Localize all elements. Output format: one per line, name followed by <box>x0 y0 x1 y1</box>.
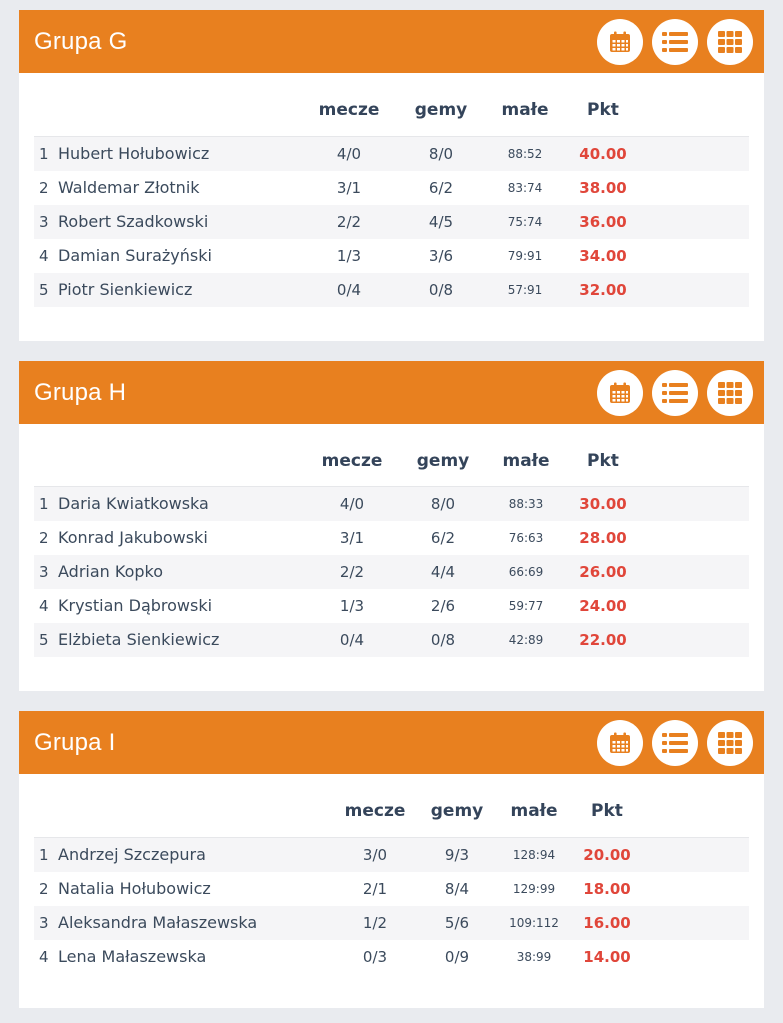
table-row[interactable] <box>34 623 749 657</box>
points-cell: 36.00 <box>579 213 627 231</box>
list-icon <box>662 382 688 404</box>
table-row[interactable] <box>34 239 749 273</box>
gemy-cell: 3/6 <box>428 247 454 265</box>
gemy-cell: 8/0 <box>428 145 454 163</box>
points-cell: 26.00 <box>579 563 627 581</box>
male-cell: 83:74 <box>507 181 543 195</box>
points-cell: 30.00 <box>579 495 627 513</box>
player-name[interactable]: Hubert Hołubowicz <box>58 144 210 163</box>
gemy-cell: 4/5 <box>428 213 454 231</box>
gemy-cell: 8/0 <box>430 495 456 513</box>
table-row[interactable] <box>34 136 749 171</box>
grid-button[interactable] <box>707 370 753 416</box>
calendar-icon <box>608 731 632 755</box>
list-button[interactable] <box>652 720 698 766</box>
grid-icon <box>718 382 742 404</box>
column-header-mecze: mecze <box>321 451 383 471</box>
mecze-cell: 0/3 <box>362 948 388 966</box>
group-card-i <box>19 711 764 1008</box>
rank-cell: 4 <box>39 247 49 265</box>
group-card-h <box>19 361 764 691</box>
gemy-cell: 0/8 <box>430 631 456 649</box>
rank-cell: 3 <box>39 213 49 231</box>
gemy-cell: 4/4 <box>430 563 456 581</box>
rank-cell: 2 <box>39 179 49 197</box>
gemy-cell: 6/2 <box>428 179 454 197</box>
list-button[interactable] <box>652 370 698 416</box>
table-row[interactable] <box>34 906 749 940</box>
rank-cell: 2 <box>39 880 49 898</box>
player-name[interactable]: Elżbieta Sienkiewicz <box>58 630 220 649</box>
gemy-cell: 5/6 <box>444 914 470 932</box>
rank-cell: 5 <box>39 281 49 299</box>
points-cell: 40.00 <box>579 145 627 163</box>
list-button[interactable] <box>652 19 698 65</box>
player-name[interactable]: Konrad Jakubowski <box>58 528 208 547</box>
mecze-cell: 4/0 <box>336 145 362 163</box>
grid-icon <box>718 31 742 53</box>
gemy-cell: 6/2 <box>430 529 456 547</box>
gemy-cell: 0/8 <box>428 281 454 299</box>
mecze-cell: 1/3 <box>339 597 365 615</box>
rank-cell: 1 <box>39 145 49 163</box>
male-cell: 75:74 <box>507 215 543 229</box>
table-row[interactable] <box>34 521 749 555</box>
mecze-cell: 3/1 <box>339 529 365 547</box>
list-icon <box>662 732 688 754</box>
male-cell: 128:94 <box>512 848 556 862</box>
calendar-button[interactable] <box>597 19 643 65</box>
calendar-icon <box>608 30 632 54</box>
page-bottom <box>0 1008 783 1023</box>
table-row[interactable] <box>34 273 749 307</box>
column-header-pkt: Pkt <box>587 451 619 471</box>
mecze-cell: 0/4 <box>336 281 362 299</box>
mecze-cell: 2/1 <box>362 880 388 898</box>
column-header-pkt: Pkt <box>591 801 623 821</box>
column-header-mecze: mecze <box>318 100 380 120</box>
mecze-cell: 3/1 <box>336 179 362 197</box>
points-cell: 28.00 <box>579 529 627 547</box>
rank-cell: 1 <box>39 846 49 864</box>
player-name[interactable]: Lena Małaszewska <box>58 947 207 966</box>
rank-cell: 2 <box>39 529 49 547</box>
rank-cell: 3 <box>39 914 49 932</box>
gemy-cell: 2/6 <box>430 597 456 615</box>
male-cell: 109:112 <box>509 916 559 930</box>
player-name[interactable]: Natalia Hołubowicz <box>58 879 211 898</box>
player-name[interactable]: Aleksandra Małaszewska <box>58 913 258 932</box>
mecze-cell: 2/2 <box>336 213 362 231</box>
rank-cell: 4 <box>39 597 49 615</box>
player-name[interactable]: Damian Surażyński <box>58 246 212 265</box>
male-cell: 57:91 <box>507 283 543 297</box>
mecze-cell: 2/2 <box>339 563 365 581</box>
points-cell: 32.00 <box>579 281 627 299</box>
grid-icon <box>718 732 742 754</box>
column-header-gemy: gemy <box>414 100 468 120</box>
male-cell: 59:77 <box>508 599 544 613</box>
player-name[interactable]: Andrzej Szczepura <box>58 845 206 864</box>
player-name[interactable]: Waldemar Złotnik <box>58 178 200 197</box>
male-cell: 76:63 <box>508 531 544 545</box>
column-header-male: małe <box>501 100 549 120</box>
column-header-pkt: Pkt <box>587 100 619 120</box>
player-name[interactable]: Daria Kwiatkowska <box>58 494 209 513</box>
male-cell: 88:33 <box>508 497 544 511</box>
points-cell: 38.00 <box>579 179 627 197</box>
points-cell: 20.00 <box>583 846 631 864</box>
points-cell: 34.00 <box>579 247 627 265</box>
male-cell: 38:99 <box>516 950 552 964</box>
mecze-cell: 3/0 <box>362 846 388 864</box>
mecze-cell: 1/3 <box>336 247 362 265</box>
mecze-cell: 4/0 <box>339 495 365 513</box>
column-header-gemy: gemy <box>416 451 470 471</box>
grid-button[interactable] <box>707 720 753 766</box>
table-row[interactable] <box>34 486 749 521</box>
group-title: Grupa I <box>34 729 116 756</box>
group-title: Grupa H <box>34 379 127 406</box>
gemy-cell: 9/3 <box>444 846 470 864</box>
group-header <box>19 361 764 424</box>
player-name[interactable]: Robert Szadkowski <box>58 212 209 231</box>
group-header <box>19 10 764 73</box>
male-cell: 42:89 <box>508 633 544 647</box>
column-header-mecze: mecze <box>344 801 406 821</box>
table-row[interactable] <box>34 589 749 623</box>
group-header <box>19 711 764 774</box>
male-cell: 129:99 <box>512 882 556 896</box>
table-row[interactable] <box>34 205 749 239</box>
calendar-icon <box>608 381 632 405</box>
grid-button[interactable] <box>707 19 753 65</box>
points-cell: 24.00 <box>579 597 627 615</box>
table-row[interactable] <box>34 171 749 205</box>
mecze-cell: 1/2 <box>362 914 388 932</box>
points-cell: 18.00 <box>583 880 631 898</box>
calendar-button[interactable] <box>597 370 643 416</box>
male-cell: 66:69 <box>508 565 544 579</box>
column-header-gemy: gemy <box>430 801 484 821</box>
gemy-cell: 0/9 <box>444 948 470 966</box>
table-row[interactable] <box>34 872 749 906</box>
male-cell: 88:52 <box>507 147 543 161</box>
male-cell: 79:91 <box>507 249 543 263</box>
rank-cell: 5 <box>39 631 49 649</box>
gemy-cell: 8/4 <box>444 880 470 898</box>
table-row[interactable] <box>34 837 749 872</box>
rank-cell: 1 <box>39 495 49 513</box>
player-name[interactable]: Piotr Sienkiewicz <box>58 280 193 299</box>
group-card-g <box>19 10 764 341</box>
list-icon <box>662 31 688 53</box>
rank-cell: 3 <box>39 563 49 581</box>
table-row[interactable] <box>34 555 749 589</box>
player-name[interactable]: Adrian Kopko <box>58 562 163 581</box>
mecze-cell: 0/4 <box>339 631 365 649</box>
table-row[interactable] <box>34 940 749 974</box>
points-cell: 14.00 <box>583 948 631 966</box>
column-header-male: małe <box>510 801 558 821</box>
points-cell: 16.00 <box>583 914 631 932</box>
rank-cell: 4 <box>39 948 49 966</box>
calendar-button[interactable] <box>597 720 643 766</box>
points-cell: 22.00 <box>579 631 627 649</box>
column-header-male: małe <box>502 451 550 471</box>
group-title: Grupa G <box>34 28 128 55</box>
player-name[interactable]: Krystian Dąbrowski <box>58 596 213 615</box>
